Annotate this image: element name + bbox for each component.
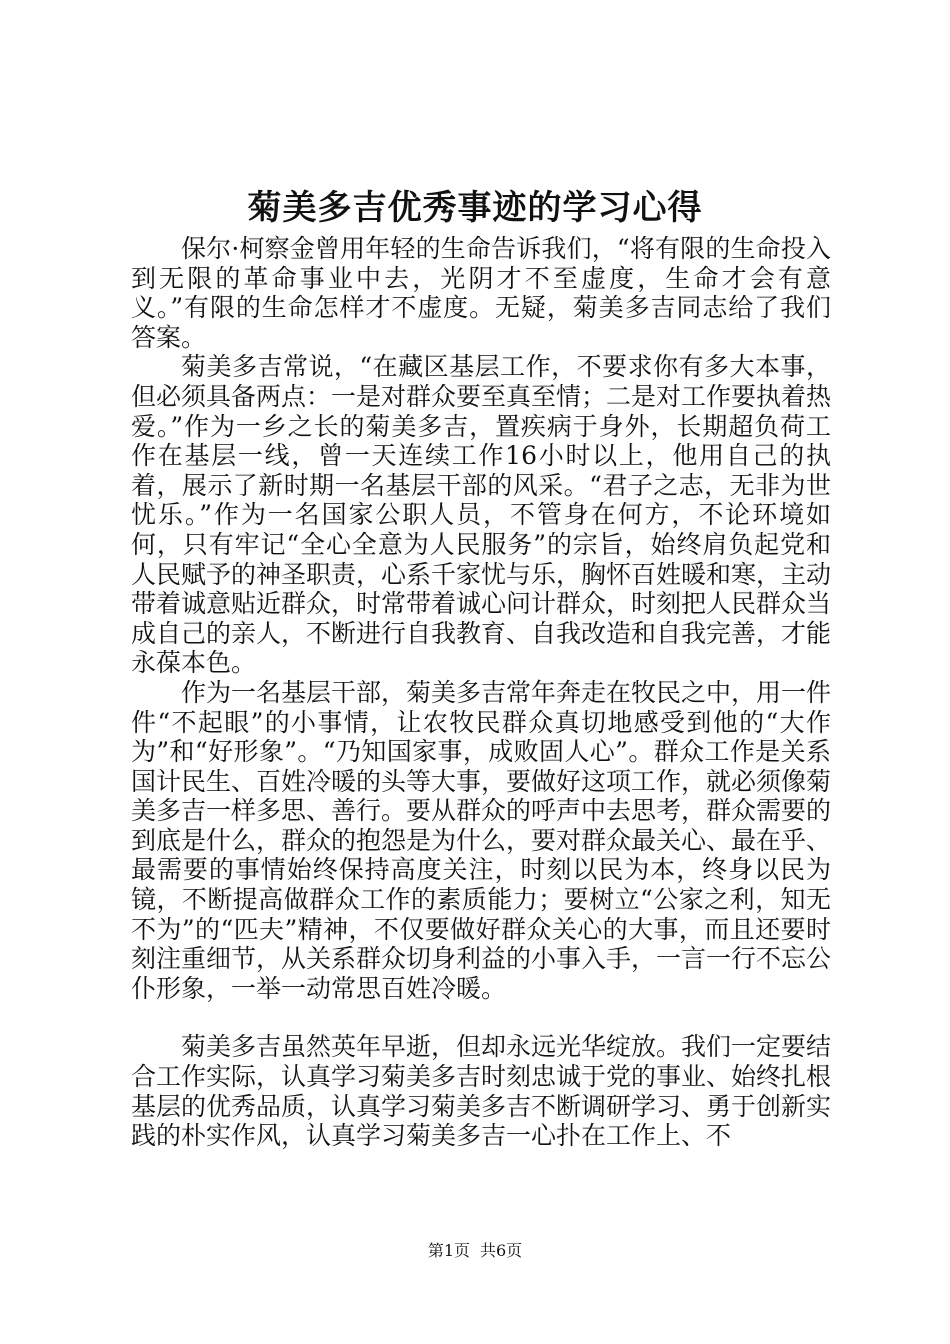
page-total: 共6页 [480,1241,523,1260]
paragraph-3: 作为一名基层干部，菊美多吉常年奔走在牧民之中，用一件件“不起眼”的小事情，让农牧民群众真切地感受到他的“大作为”和“好形象”。“乃知国家事，成败固人心”。群众工作是关系国计民生、百姓冷暖的头等大事，要做好这项工作，就必须像菊美多吉一样多思、善行。要从群众的呼声中去思考，群众需要的到底是什么，群众的抱怨是为什么，要对群众最关心、最在乎、最需要的事情始终保持高度关注，时刻以民为本，终身以民为镜，不断提高做群众工作的素质能力；要树立“公家之利，知无不为”的“匹夫”精神，不仅要做好群众关心的大事，而且还要时刻注重细节，从关系群众切身利益的小事入手，一言一行不忘公仆形象，一举一动常思百姓冷暖。 [131,677,832,1003]
document-body [131,234,831,1151]
page-footer [0,1240,950,1262]
paragraph-1: 保尔·柯察金曾用年轻的生命告诉我们，“将有限的生命投入到无限的革命事业中去，光阴才不至虚度，生命才会有意义。”有限的生命怎样才不虚度。无疑，菊美多吉同志给了我们答案。 [131,234,831,352]
document-title: 菊美多吉优秀事迹的学习心得 [247,188,703,228]
paragraph-2: 菊美多吉常说，“在藏区基层工作，不要求你有多大本事，但必须具备两点：一是对群众要至真至情；二是对工作要执着热爱。”作为一乡之长的菊美多吉，置疾病于身外，长期超负荷工作在基层一线，曾一天连续工作16小时以上，他用自己的执着，展示了新时期一名基层干部的风采。“君子之志，无非为世忧乐。”作为一名国家公职人员，不管身在何方，不论环境如何，只有牢记“全心全意为人民服务”的宗旨，始终肩负起党和人民赋予的神圣职责，心系千家忧与乐，胸怀百姓暖和寒，主动带着诚意贴近群众，时常带着诚心问计群众，时刻把人民群众当成自己的亲人，不断进行自我教育、自我改造和自我完善，才能永葆本色。 [131,352,832,678]
paragraph-4: 菊美多吉虽然英年早逝，但却永远光华绽放。我们一定要结合工作实际，认真学习菊美多吉时刻忠诚于党的事业、始终扎根基层的优秀品质，认真学习菊美多吉不断调研学习、勇于创新实践的朴实作风，认真学习菊美多吉一心扑在工作上、不 [131,1032,832,1151]
page-number: 第1页 [427,1241,470,1260]
